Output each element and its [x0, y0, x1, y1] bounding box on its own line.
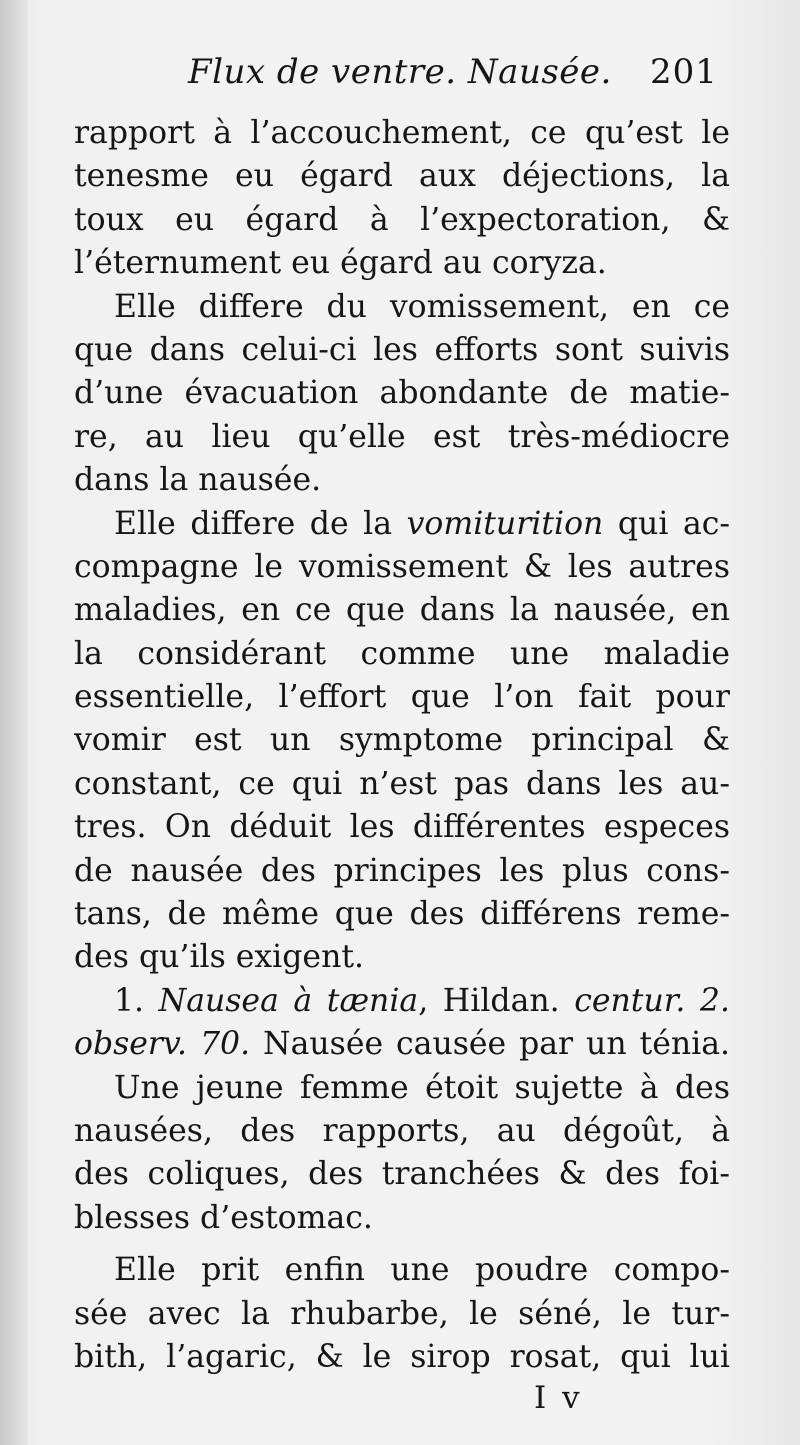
- text-line: l’éternument eu égard au coryza.: [74, 245, 607, 282]
- italic-term: vomiturition: [406, 505, 604, 542]
- text-line: des qu’ils exigent.: [74, 939, 365, 976]
- text-span: Nausée causée par un ténia.: [263, 1026, 730, 1063]
- text-line: des coliques, des tranchées & des foi-: [74, 1156, 730, 1193]
- text-line: la considérant comme une maladie: [74, 635, 730, 672]
- text-line: [74, 1023, 730, 1066]
- page-header: [0, 48, 800, 104]
- text-line: constant, ce qui n’est pas dans les au-: [74, 765, 730, 802]
- text-line: vomir est un symptome principal &: [74, 722, 730, 759]
- catchword: I v: [534, 1380, 583, 1416]
- text-line: [74, 980, 730, 1023]
- text-line: toux eu égard à l’expectoration, &: [74, 201, 730, 238]
- text-line: maladies, en ce que dans la nausée, en: [74, 592, 730, 629]
- text-line: Une jeune femme étoit sujette à des: [114, 1069, 730, 1106]
- italic-term: centur. 2.: [574, 982, 730, 1019]
- text-line: Elle prit enfin une poudre compo-: [114, 1252, 730, 1289]
- italic-term: Nausea à tænia: [158, 982, 419, 1019]
- text-span: qui ac-: [617, 505, 730, 542]
- text-line: tenesme eu égard aux déjections, la: [74, 158, 730, 195]
- text-span: 1.: [114, 982, 145, 1019]
- text-line: de nausée des principes les plus cons-: [74, 852, 730, 889]
- italic-term: observ. 70.: [74, 1026, 251, 1063]
- body-text: [74, 112, 730, 1379]
- text-line: sée avec la rhubarbe, le séné, le tur-: [74, 1295, 730, 1332]
- text-line: bith, l’agaric, & le sirop rosat, qui lui: [74, 1338, 730, 1375]
- text-line: re, au lieu qu’elle est très-médiocre: [74, 418, 730, 455]
- text-span: , Hildan.: [418, 982, 560, 1019]
- text-line: nausées, des rapports, au dégoût, à: [74, 1112, 730, 1149]
- text-line: rapport à l’accouchement, ce qu’est le: [74, 115, 730, 151]
- text-line: Elle differe du vomissement, en ce: [114, 288, 730, 325]
- text-line: que dans celui-ci les efforts sont suivis: [74, 331, 730, 368]
- text-line: essentielle, l’effort que l’on fait pour: [74, 679, 730, 716]
- text-line: compagne le vomissement & les autres: [74, 548, 730, 585]
- text-line: tans, de même que des différens reme-: [74, 896, 730, 933]
- text-line: [74, 503, 730, 546]
- running-title: Flux de ventre. Nausée.: [188, 52, 612, 92]
- text-line: blesses d’estomac.: [74, 1199, 373, 1236]
- text-span: Elle differe de la: [114, 505, 393, 542]
- text-line: tres. On déduit les différentes especes: [74, 809, 730, 846]
- page-number: 201: [650, 52, 718, 92]
- text-line: d’une évacuation abondante de matie-: [74, 375, 730, 412]
- text-line: dans la nausée.: [74, 462, 322, 499]
- page-gutter-shadow: [0, 0, 28, 1445]
